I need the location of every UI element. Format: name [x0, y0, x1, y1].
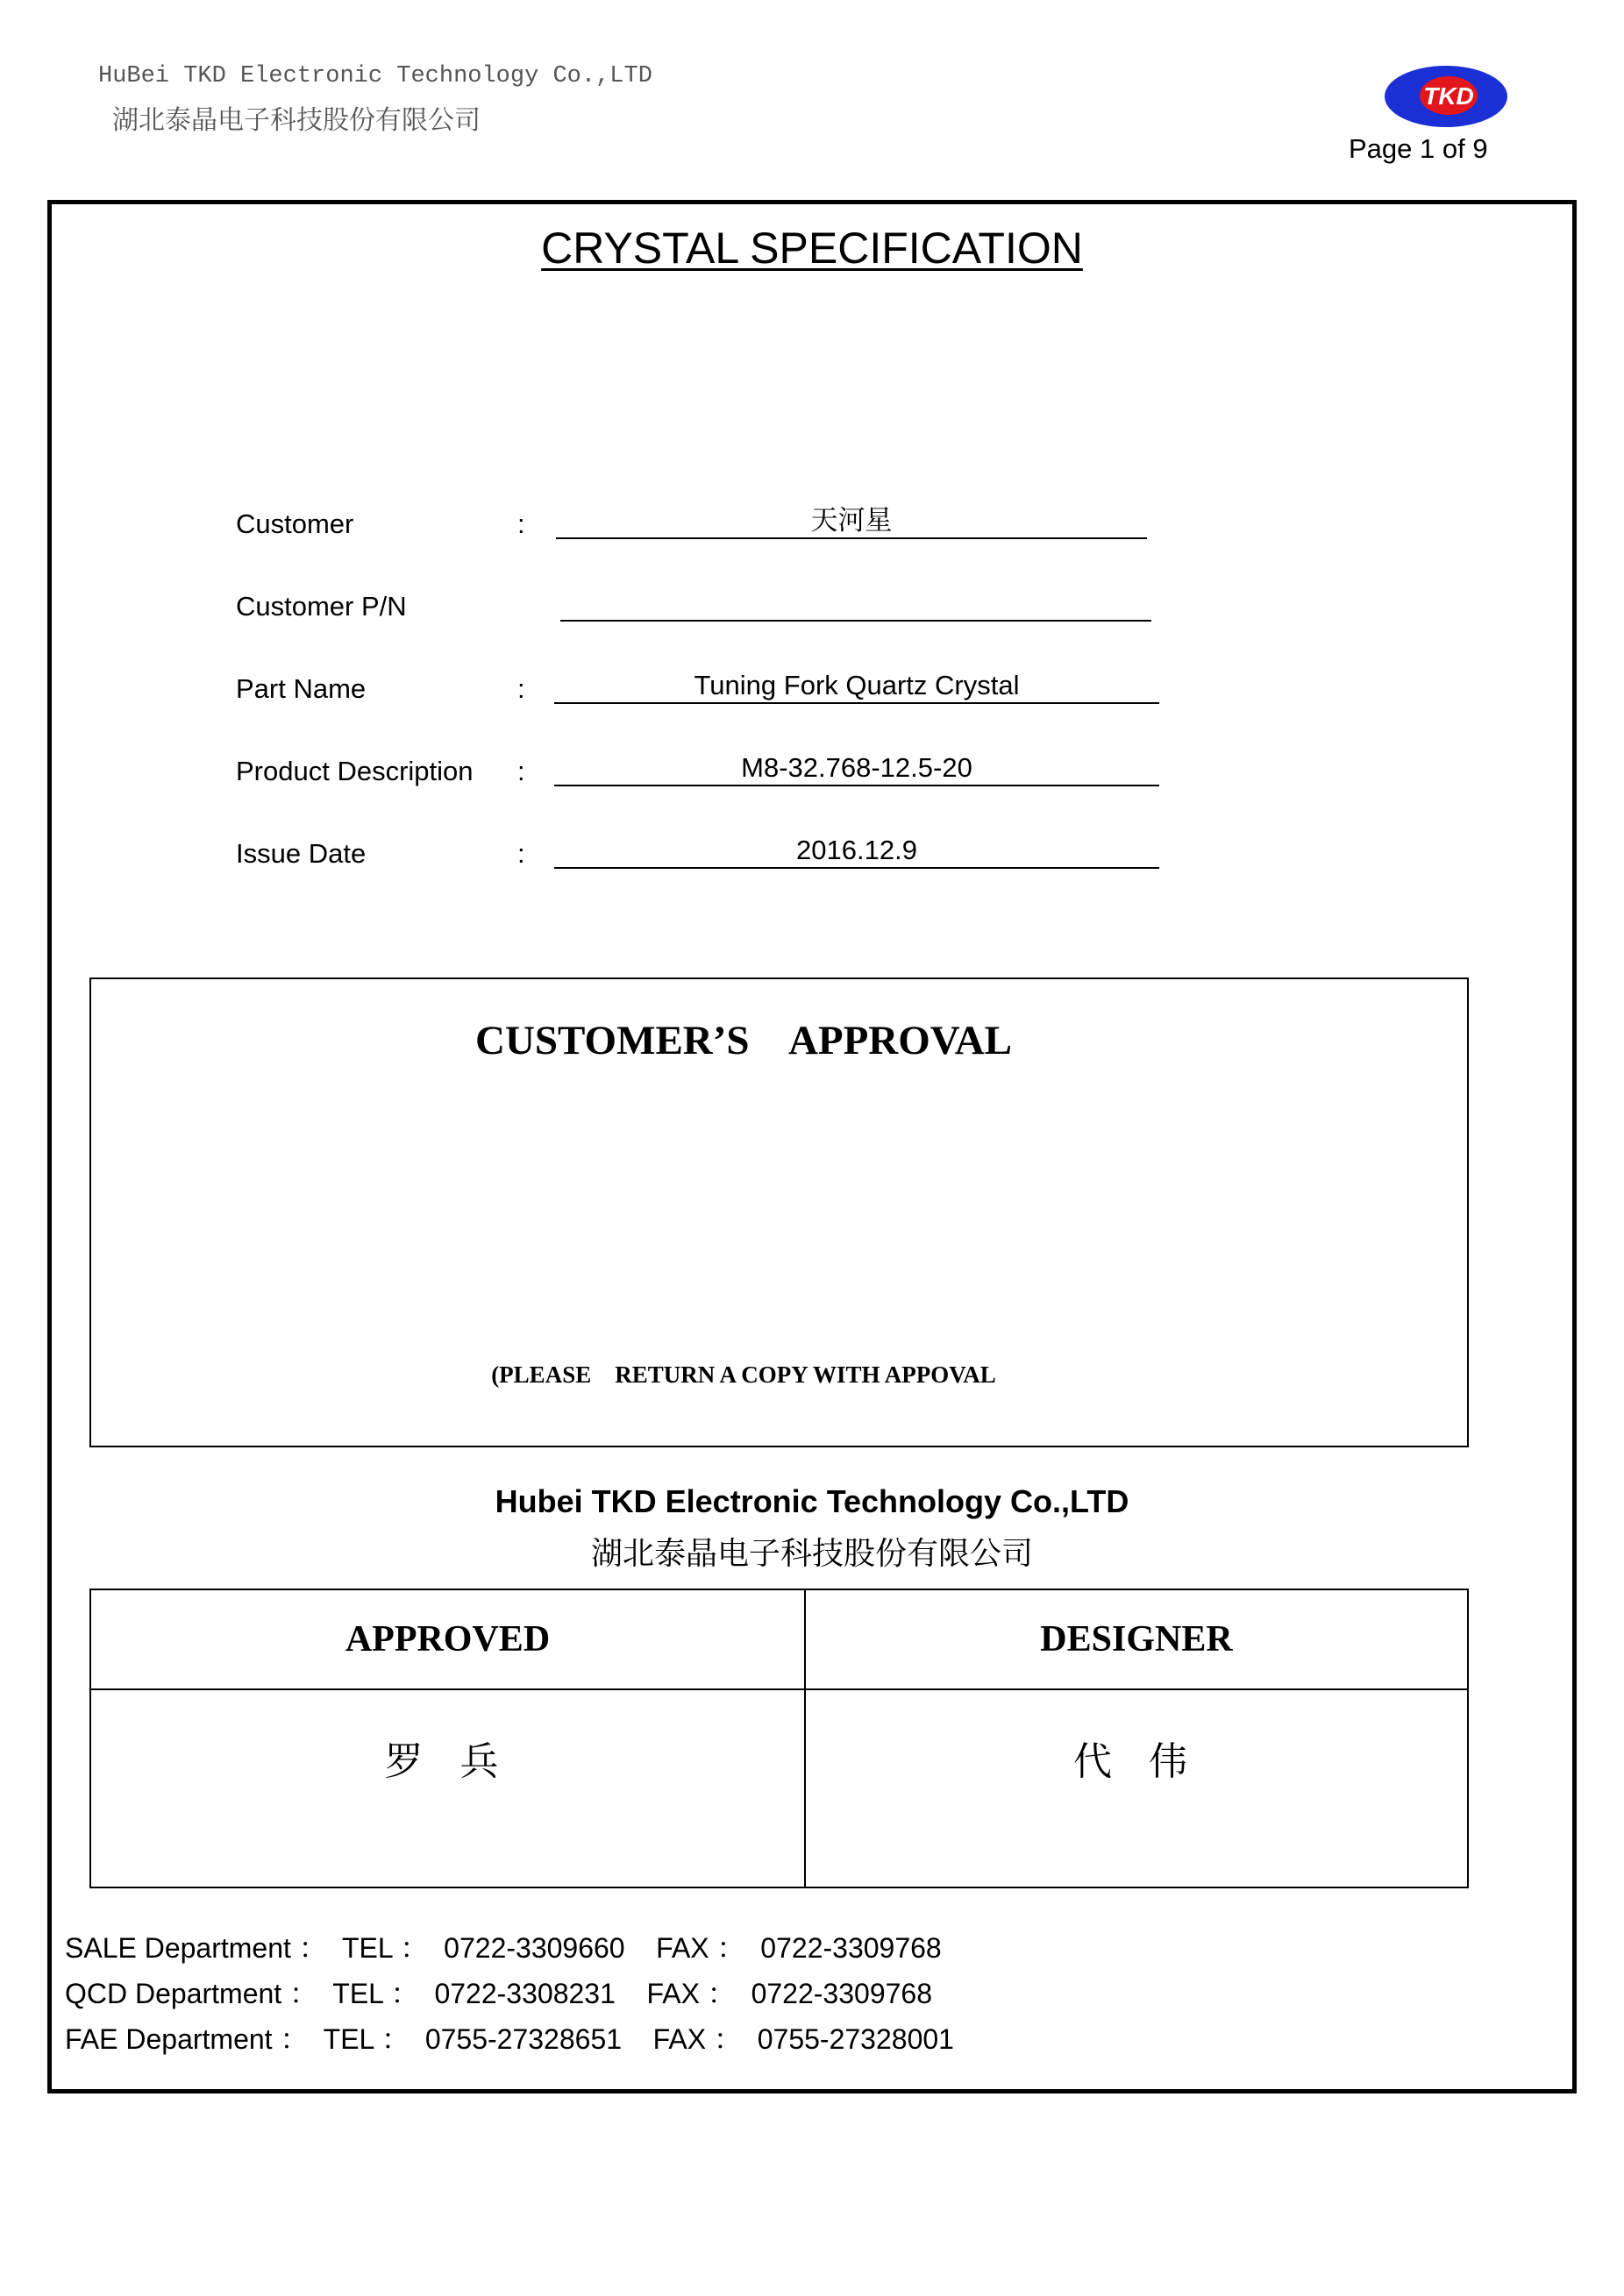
header-company-en: HuBei TKD Electronic Technology Co.,LTD	[98, 63, 652, 89]
designer-header: DESIGNER	[806, 1590, 1467, 1690]
signature-table	[89, 1589, 1469, 1888]
field-colon-part-name: :	[517, 673, 525, 704]
page-number: Page 1 of 9	[1349, 133, 1488, 164]
field-value-product-description: M8-32.768-12.5-20	[554, 750, 1159, 786]
document-title: CRYSTAL SPECIFICATION	[541, 224, 1083, 273]
logo-text: TKD	[1423, 82, 1474, 110]
approved-name: 罗 兵	[384, 1739, 511, 1784]
approved-cell	[91, 1690, 806, 1887]
tkd-logo	[1384, 65, 1508, 128]
company-name-en: Hubei TKD Electronic Technology Co.,LTD	[495, 1483, 1129, 1519]
field-label-customer: Customer	[236, 508, 354, 539]
customer-approval-note: (PLEASE RETURN A COPY WITH APPOVAL	[491, 1361, 996, 1388]
field-value-customer: 天河星	[556, 502, 1147, 539]
field-label-issue-date: Issue Date	[236, 838, 367, 869]
field-colon-issue-date: :	[517, 838, 525, 869]
field-label-part-name: Part Name	[236, 673, 367, 704]
company-name-cn: 湖北泰晶电子科技股份有限公司	[590, 1536, 1033, 1572]
field-value-customer-pn	[560, 585, 1151, 622]
field-label-product-description: Product Description	[236, 756, 474, 786]
customer-approval-title: CUSTOMER’S APPROVAL	[475, 1018, 1012, 1063]
approved-header: APPROVED	[91, 1590, 806, 1690]
contact-qcd: QCD Department ： TEL ： 0722-3308231 FAX ： 0722-3309768	[65, 1978, 933, 2009]
contact-fae: FAE Department ： TEL ： 0755-27328651 FAX ： 0755-27328001	[65, 2023, 954, 2055]
designer-cell	[806, 1690, 1467, 1887]
field-colon-customer: :	[517, 508, 525, 539]
header-company-cn: 湖北泰晶电子科技股份有限公司	[112, 105, 481, 136]
designer-name: 代 伟	[1073, 1739, 1200, 1784]
field-label-customer-pn: Customer P/N	[236, 591, 407, 622]
field-value-issue-date: 2016.12.9	[554, 832, 1159, 869]
contact-sale: SALE Department ： TEL ： 0722-3309660 FAX ： 0722-3309768	[65, 1932, 942, 1964]
field-value-part-name: Tuning Fork Quartz Crystal	[554, 667, 1159, 704]
field-colon-product-description: :	[517, 756, 525, 786]
